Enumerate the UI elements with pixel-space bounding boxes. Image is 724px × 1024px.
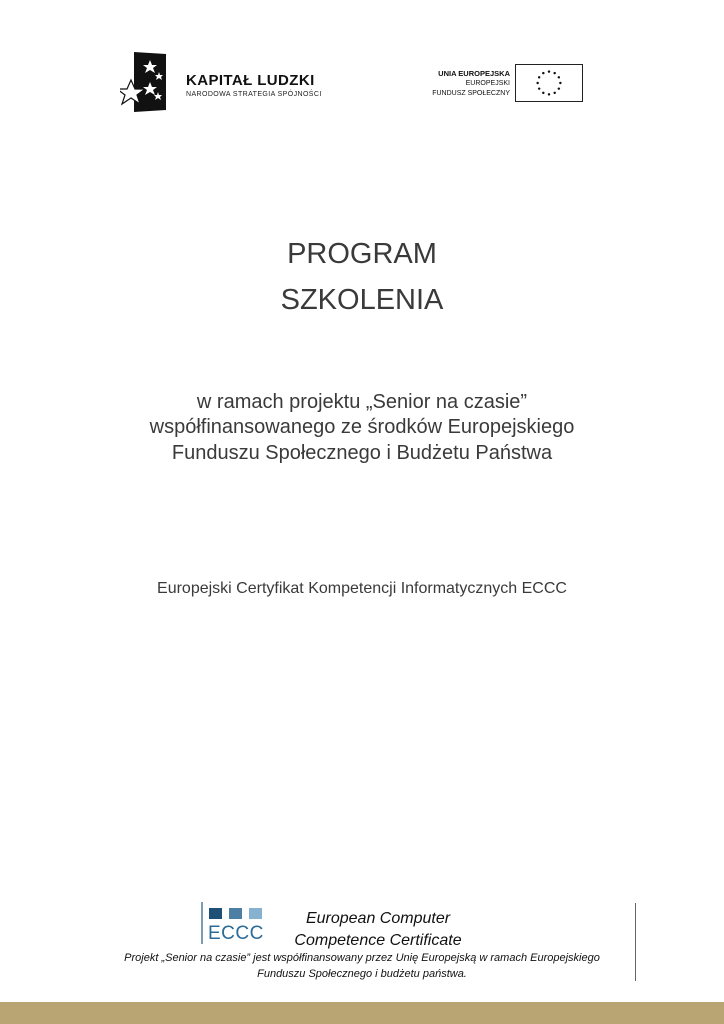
eu-star-icon (542, 72, 544, 74)
eu-star-icon (538, 76, 540, 78)
certificate-name: Europejski Certyfikat Kompetencji Informatycznych ECCC (157, 580, 567, 597)
bottom-color-bar (0, 1002, 724, 1024)
eccc-square-mid (229, 908, 242, 919)
eccc-title-line-2: Competence Certificate (294, 932, 462, 949)
eu-stars-flag-icon (515, 64, 583, 102)
eu-star-icon (542, 92, 544, 94)
eccc-logo-text: ECCC (208, 923, 264, 944)
eu-star-icon (553, 92, 555, 94)
eu-star-icon (548, 93, 550, 95)
kapital-ludzki-subtitle: NARODOWA STRATEGIA SPÓJNOŚCI (186, 91, 322, 98)
page-title-line-2: SZKOLENIA (280, 284, 444, 316)
kapital-ludzki-title: KAPITAŁ LUDZKI (186, 72, 315, 89)
subtitle-line-3: Funduszu Społecznego i Budżetu Państwa (171, 442, 553, 464)
eu-star-icon (536, 82, 538, 84)
eu-line-1: UNIA EUROPEJSKA (438, 69, 510, 78)
eu-star-icon (548, 70, 550, 72)
eu-star-icon (558, 87, 560, 89)
eu-star-icon (559, 82, 561, 84)
eccc-square-dark (209, 908, 222, 919)
eccc-logo-bar (201, 902, 203, 944)
page-title-line-1: PROGRAM (287, 238, 437, 270)
kapital-ludzki-star-emblem-icon (120, 52, 168, 112)
eu-line-2: EUROPEJSKI (465, 80, 510, 87)
footer-note-line-2: Funduszu Społecznego i budżetu państwa. (257, 968, 467, 980)
kapital-ludzki-logo (120, 52, 360, 114)
footer-note-line-1: Projekt „Senior na czasie” jest współfinansowany przez Unię Europejską w ramach Europejskiego (124, 952, 600, 964)
eu-star-icon (538, 87, 540, 89)
eccc-title-line-1: European Computer (305, 910, 451, 927)
eu-logo (420, 64, 586, 104)
eu-star-icon (558, 76, 560, 78)
subtitle-line-2: współfinansowanego ze środków Europejskiego (149, 416, 575, 438)
eu-star-icon (553, 72, 555, 74)
subtitle-line-1: w ramach projektu „Senior na czasie” (196, 391, 528, 413)
eu-line-3: FUNDUSZ SPOŁECZNY (432, 90, 510, 97)
